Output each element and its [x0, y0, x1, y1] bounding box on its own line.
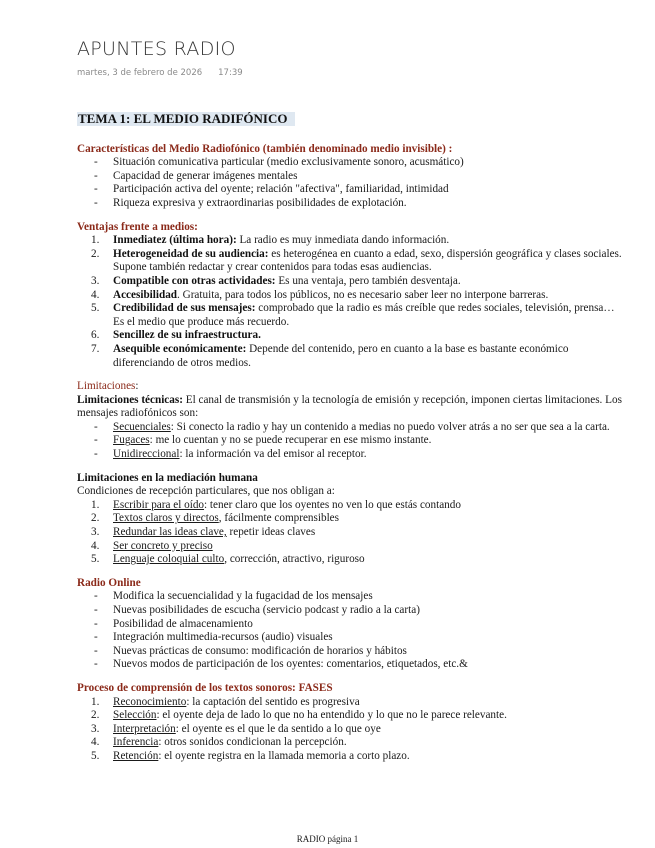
limitaciones-list	[77, 421, 627, 462]
caracteristicas-list	[77, 156, 627, 210]
caracteristicas-heading: Características del Medio Radiofónico (también denominado medio invisible) :	[77, 142, 453, 155]
note-content[interactable]	[77, 112, 627, 764]
proceso-list	[77, 696, 627, 764]
list-item: - Nuevas prácticas de consumo: modificación de horarios y hábitos	[91, 645, 627, 659]
list-item: 3. Interpretación: el oyente es el que le da sentido a lo que oye	[91, 722, 381, 735]
list-item: 2. Selección: el oyente deja de lado lo que no ha entendido y lo que no le parece relevante.	[91, 709, 507, 722]
tema-heading: TEMA 1: EL MEDIO RADIFÓNICO	[77, 112, 295, 126]
list-item: 2. Heterogeneidad de su audiencia: es heterogénea en cuanto a edad, sexo, dispersión geográfica y clases sociales. Supone también redactar y crear contenidos para todas esas audiencias.	[91, 247, 622, 274]
list-item: - Nuevos modos de participación de los oyentes: comentarios, etiquetados, etc.&	[91, 658, 627, 672]
online-list	[77, 590, 627, 672]
list-item: 5. Credibilidad de sus mensajes: comprobado que la radio es más creíble que redes sociales, televisión, prensa… Es el medio que produce más recuerdo.	[91, 302, 615, 328]
list-item: 4. Accesibilidad. Gratuita, para todos los públicos, no es necesario saber leer no interpone barreras.	[91, 288, 549, 301]
limitaciones-tecnicas: Limitaciones técnicas: El canal de transmisión y la tecnología de emisión y recepción, imponen ciertas limitaciones. Los mensajes radiofónicos son:	[77, 393, 622, 420]
list-item: - Fugaces: me lo cuentan y no se puede recuperar en ese mismo instante.	[91, 434, 627, 448]
page-timestamp	[77, 68, 243, 78]
list-item: 5. Lenguaje coloquial culto, corrección, atractivo, riguroso	[91, 553, 365, 566]
page-time: 17:39	[218, 68, 243, 78]
list-item: 5. Retención: el oyente registra en la llamada memoria a corto plazo.	[91, 749, 410, 762]
list-item: 3. Redundar las ideas clave, repetir ideas claves	[91, 526, 316, 539]
list-item: - Unidireccional: la información va del emisor al receptor.	[91, 448, 627, 462]
proceso-heading: Proceso de comprensión de los textos sonoros: FASES	[77, 681, 333, 694]
list-item: 4. Ser concreto y preciso	[91, 539, 213, 552]
mediacion-list	[77, 499, 627, 567]
ventajas-heading: Ventajas frente a medios:	[77, 220, 198, 233]
list-item: 4. Inferencia: otros sonidos condicionan la percepción.	[91, 736, 347, 749]
ventajas-list	[77, 234, 627, 370]
list-item: 6. Sencillez de su infraestructura.	[91, 329, 261, 342]
online-heading: Radio Online	[77, 576, 141, 589]
mediacion-heading: Limitaciones en la mediación humana	[77, 471, 258, 484]
list-item: 7. Asequible económicamente: Depende del contenido, pero en cuanto a la base es bastante económico diferenciando de otros medios.	[91, 342, 569, 369]
list-item: - Situación comunicativa particular (medio exclusivamente sonoro, acusmático)	[91, 156, 627, 170]
list-item: 2. Textos claros y directos, fácilmente comprensibles	[91, 512, 340, 525]
list-item: - Participación activa del oyente; relación "afectiva", familiaridad, intimidad	[91, 183, 627, 197]
list-item: - Posibilidad de almacenamiento	[91, 618, 627, 632]
page-footer: RADIO página 1	[296, 834, 359, 844]
list-item: - Nuevas posibilidades de escucha (servicio podcast y radio a la carta)	[91, 604, 627, 618]
limitaciones-heading: Limitaciones:	[77, 380, 139, 393]
list-item: - Modifica la secuencialidad y la fugacidad de los mensajes	[91, 590, 627, 604]
mediacion-intro: Condiciones de recepción particulares, que nos obligan a:	[77, 485, 335, 498]
list-item: - Riqueza expresiva y extraordinarias posibilidades de explotación.	[91, 197, 627, 211]
list-item: 3. Compatible con otras actividades: Es una ventaja, pero también desventaja.	[91, 274, 461, 287]
list-item: 1. Inmediatez (última hora): La radio es muy inmediata dando información.	[91, 234, 450, 247]
list-item: 1. Escribir para el oído: tener claro que los oyentes no ven lo que estás contando	[91, 498, 461, 511]
page-title[interactable]: APUNTES RADIO	[77, 38, 236, 60]
list-item: - Integración multimedia-recursos (audio) visuales	[91, 631, 627, 645]
list-item: - Capacidad de generar imágenes mentales	[91, 170, 627, 184]
page-date: martes, 3 de febrero de 2026	[77, 68, 203, 78]
list-item: - Secuenciales: Si conecto la radio y hay un contenido a medias no puedo volver atrás a no ser que sea a la carta.	[91, 421, 627, 435]
list-item: 1. Reconocimiento: la captación del sentido es progresiva	[91, 695, 360, 708]
